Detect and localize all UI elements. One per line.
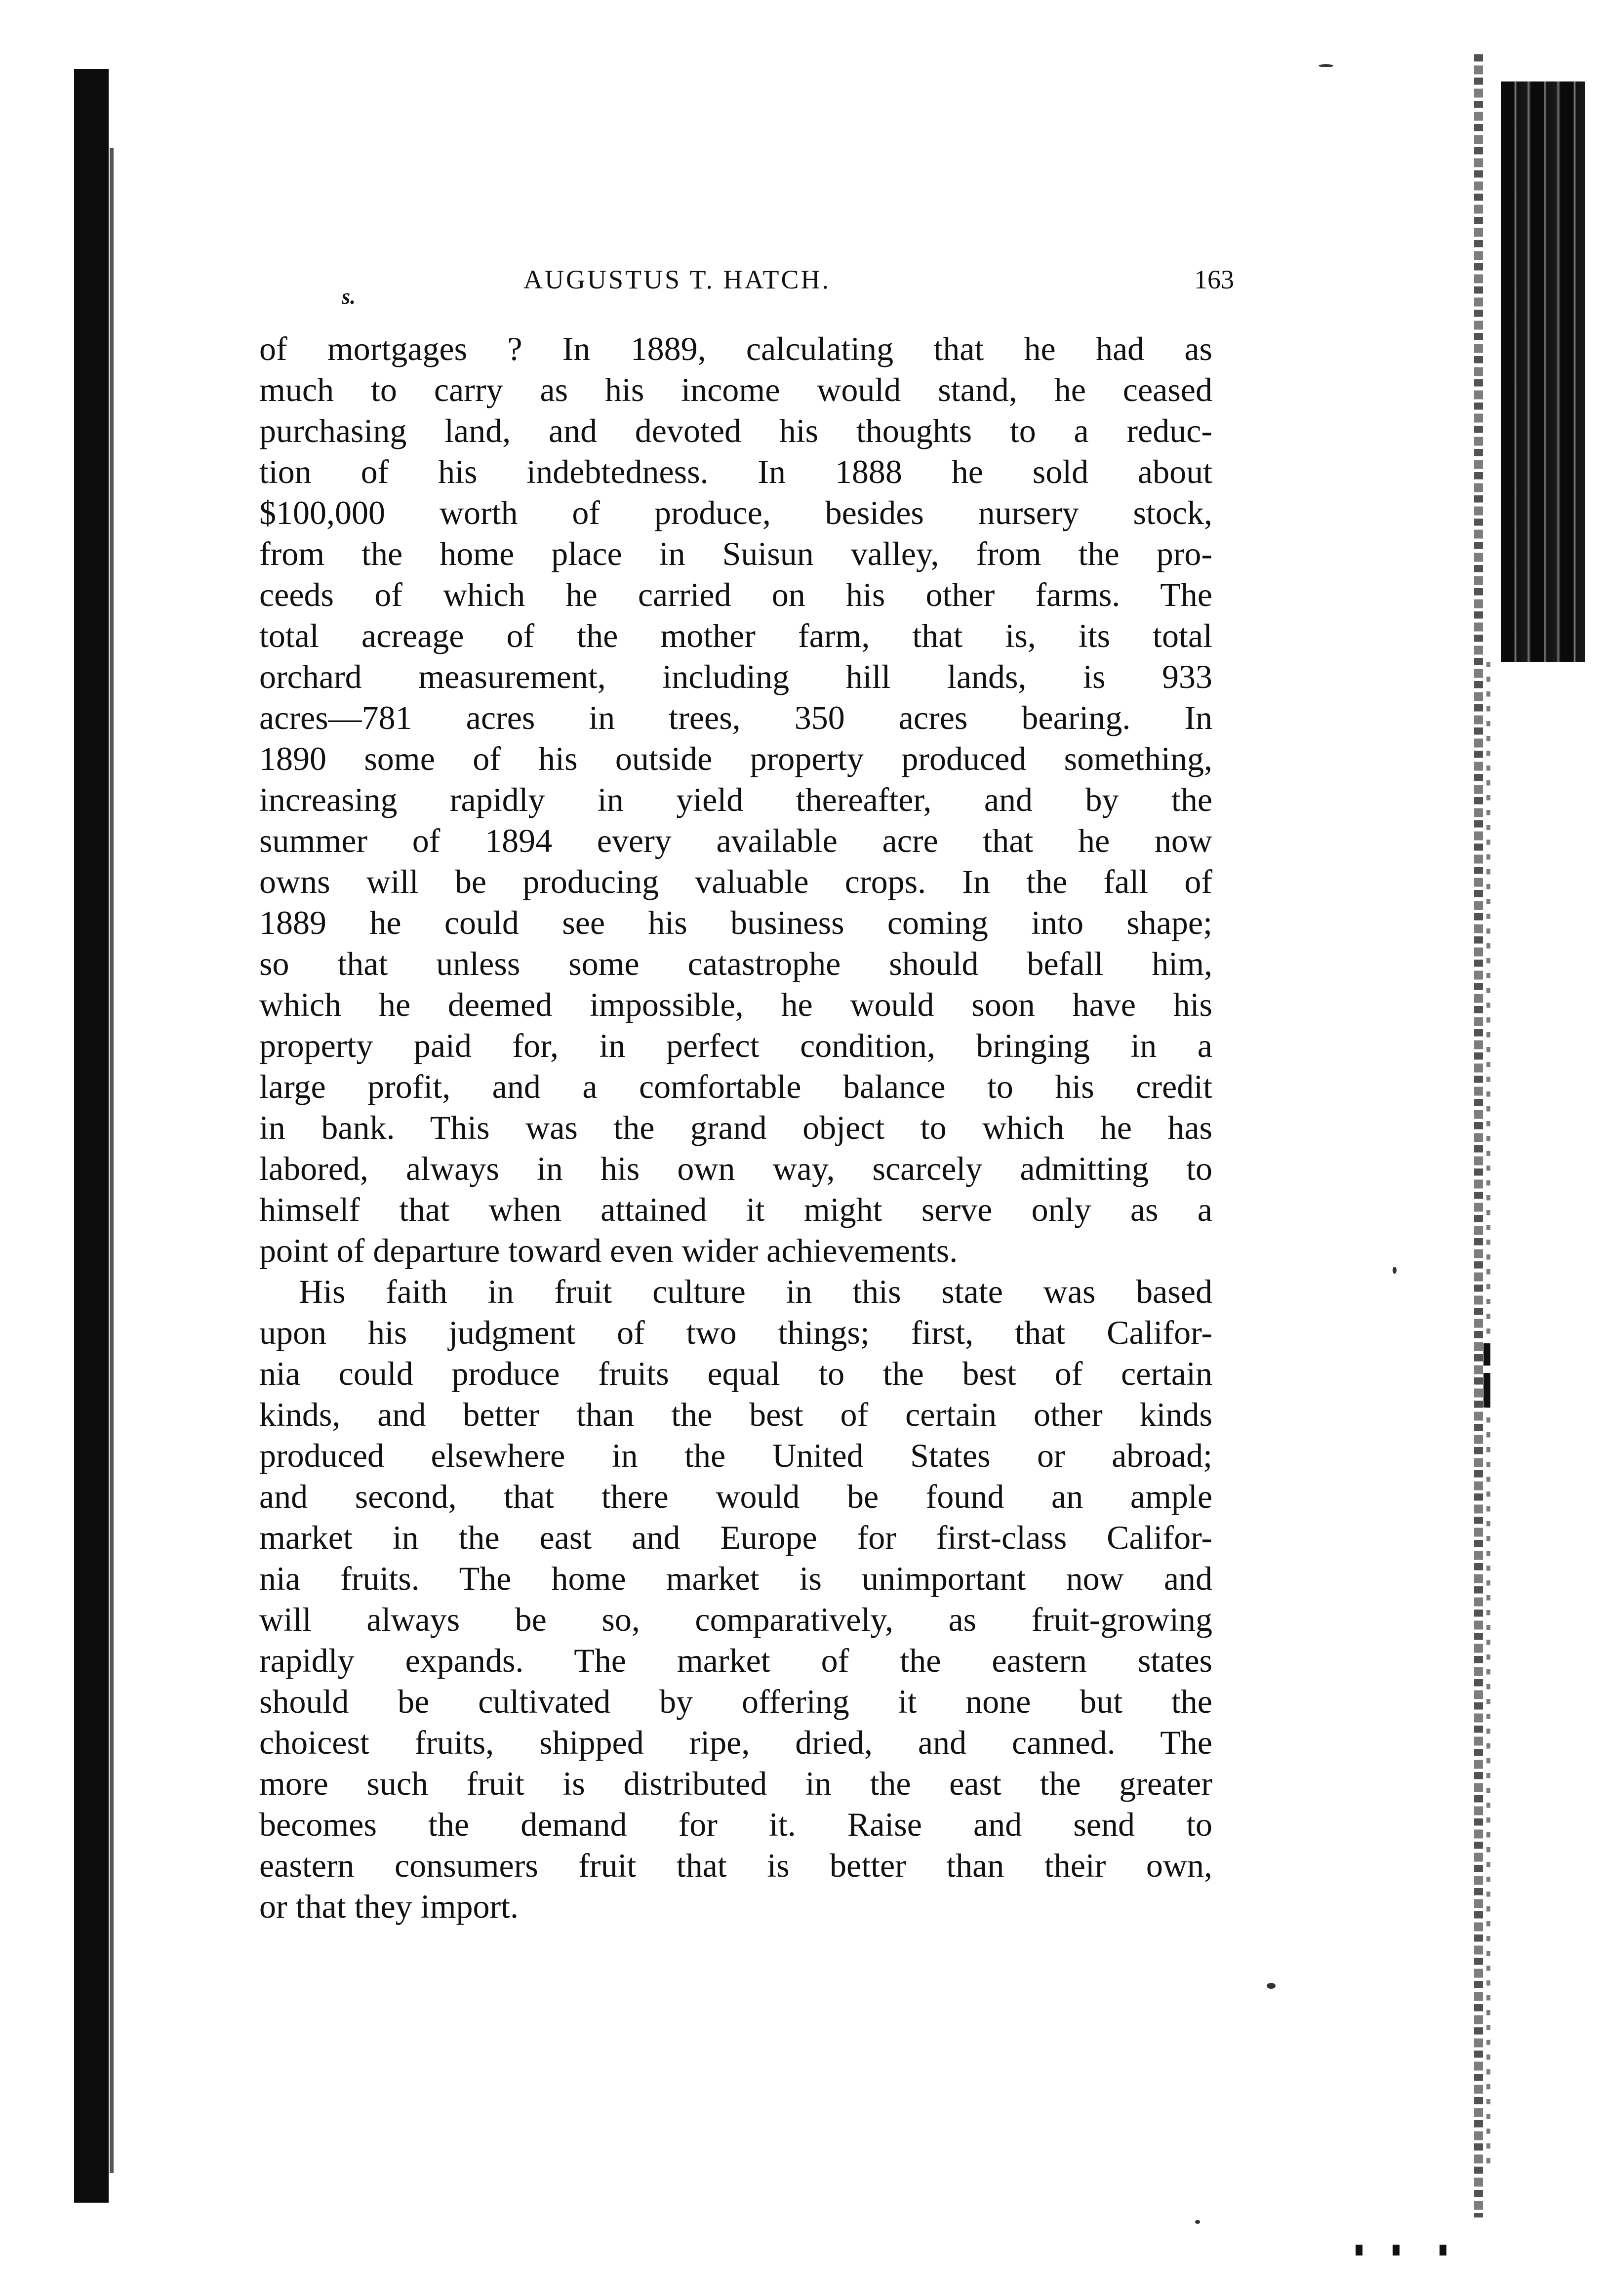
text-line: so that unless some catastrophe should befall him, bbox=[259, 945, 1212, 982]
text-line: rapidly expands. The market of the eastern states bbox=[259, 1642, 1212, 1679]
text-line: himself that when attained it might serve only as a bbox=[259, 1191, 1212, 1228]
text-line: produced elsewhere in the United States or abroad; bbox=[259, 1437, 1212, 1474]
text-line: or that they import. bbox=[259, 1888, 519, 1925]
text-line: from the home place in Suisun valley, from the pro- bbox=[259, 535, 1212, 572]
text-line: owns will be producing valuable crops. In the fall of bbox=[259, 863, 1212, 900]
text-line: nia fruits. The home market is unimportant now and bbox=[259, 1560, 1212, 1597]
text-line: His faith in fruit culture in this state was based bbox=[299, 1273, 1212, 1310]
text-line: tion of his indebtedness. In 1888 he sold about bbox=[259, 453, 1212, 490]
text-line: summer of 1894 every available acre that he now bbox=[259, 822, 1212, 859]
text-line: labored, always in his own way, scarcely admitting to bbox=[259, 1150, 1212, 1187]
text-line: large profit, and a comfortable balance to his credit bbox=[259, 1068, 1212, 1105]
running-head bbox=[267, 264, 1234, 309]
text-line: kinds, and better than the best of certain other kinds bbox=[259, 1396, 1212, 1433]
text-line: acres—781 acres in trees, 350 acres bearing. In bbox=[259, 699, 1212, 736]
scan-speck bbox=[1440, 2245, 1446, 2256]
text-line: should be cultivated by offering it none but the bbox=[259, 1683, 1212, 1720]
text-line: nia could produce fruits equal to the best of certain bbox=[259, 1355, 1212, 1392]
text-line: in bank. This was the grand object to which he has bbox=[259, 1109, 1212, 1146]
scan-speck bbox=[1393, 2245, 1400, 2256]
text-line: orchard measurement, including hill lands, is 933 bbox=[259, 658, 1212, 695]
scan-speck bbox=[1356, 2245, 1362, 2256]
text-line: total acreage of the mother farm, that is, its total bbox=[259, 617, 1212, 654]
text-line: 1890 some of his outside property produced something, bbox=[259, 740, 1212, 777]
text-line: market in the east and Europe for first-class Califor- bbox=[259, 1519, 1212, 1556]
scan-speck bbox=[1195, 2220, 1200, 2224]
text-line: increasing rapidly in yield thereafter, and by the bbox=[259, 781, 1212, 818]
text-line: purchasing land, and devoted his thoughts to a reduc- bbox=[259, 412, 1212, 449]
signature-mark: s. bbox=[342, 284, 356, 309]
scan-mark bbox=[1483, 1343, 1490, 1366]
running-head-title: AUGUSTUS T. HATCH. bbox=[523, 265, 831, 294]
text-line: of mortgages ? In 1889, calculating that he had as bbox=[259, 330, 1212, 367]
page-number: 163 bbox=[1194, 265, 1234, 294]
scan-speck bbox=[1267, 1983, 1276, 1989]
text-line: and second, that there would be found an ample bbox=[259, 1478, 1212, 1515]
scan-edge-right-line-secondary bbox=[1486, 662, 1490, 2173]
text-line: choicest fruits, shipped ripe, dried, and canned. The bbox=[259, 1724, 1212, 1761]
text-line: upon his judgment of two things; first, that Califor- bbox=[259, 1314, 1212, 1351]
paragraph-1 bbox=[259, 328, 1212, 1271]
text-line: will always be so, comparatively, as fruit-growing bbox=[259, 1601, 1212, 1638]
body-text bbox=[259, 328, 1212, 1927]
scan-speck bbox=[1393, 1267, 1397, 1274]
paragraph-2 bbox=[259, 1271, 1212, 1927]
scan-edge-right-line bbox=[1474, 54, 1483, 2217]
text-line: $100,000 worth of produce, besides nursery stock, bbox=[259, 494, 1212, 531]
text-line: point of departure toward even wider achievements. bbox=[259, 1232, 958, 1269]
text-line: eastern consumers fruit that is better than their own, bbox=[259, 1847, 1212, 1884]
text-line: becomes the demand for it. Raise and send to bbox=[259, 1806, 1212, 1843]
text-line: much to carry as his income would stand, he ceased bbox=[259, 371, 1212, 408]
scan-mark bbox=[1483, 1373, 1490, 1408]
text-line: which he deemed impossible, he would soon have his bbox=[259, 986, 1212, 1023]
text-line: property paid for, in perfect condition, bringing in a bbox=[259, 1027, 1212, 1064]
scan-edge-left bbox=[74, 69, 109, 2203]
scan-edge-right-strip bbox=[1501, 81, 1585, 662]
scan-edge-left-shadow bbox=[110, 148, 114, 2173]
text-line: 1889 he could see his business coming into shape; bbox=[259, 904, 1212, 941]
text-line: more such fruit is distributed in the east the greater bbox=[259, 1765, 1212, 1802]
text-line: ceeds of which he carried on his other farms. The bbox=[259, 576, 1212, 613]
scan-speck bbox=[1319, 64, 1333, 67]
